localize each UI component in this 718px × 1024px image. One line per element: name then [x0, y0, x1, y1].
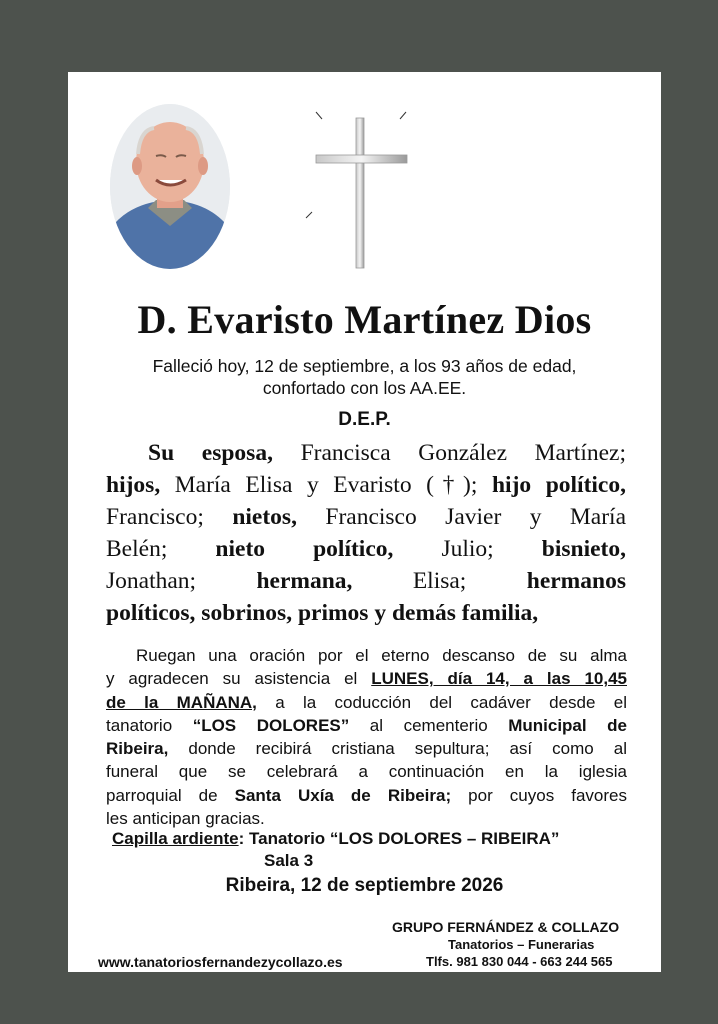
deceased-name: D. Evaristo Martínez Dios — [137, 297, 592, 342]
chapel-value: : Tanatorio “LOS DOLORES – RIBEIRA” — [238, 829, 560, 848]
company-name: GRUPO FERNÁNDEZ & COLLAZO — [392, 919, 620, 935]
announcement-line-1: Falleció hoy, 12 de septiembre, a los 93 años de edad, — [152, 356, 577, 376]
family-line: Jonathan; hermana, Elisa; hermanos — [106, 568, 626, 594]
service-line: parroquial de Santa Uxía de Ribeira; por cuyos favores — [106, 785, 627, 805]
service-line: funeral que se celebrará a continuación en la iglesia — [106, 762, 627, 782]
service-details — [106, 644, 627, 830]
place-date: Ribeira, 12 de septiembre 2026 — [225, 875, 504, 896]
company-subtitle: Tanatorios – Funerarias — [448, 937, 595, 952]
chapel-label: Capilla ardiente — [112, 829, 239, 848]
family-line: Su esposa, Francisca González Martínez; — [148, 440, 626, 466]
family-line: Belén; nieto político, Julio; bisnieto, — [106, 536, 626, 562]
service-line: Ruegan una oración por el eterno descanso de su alma — [136, 646, 627, 665]
service-line: Ribeira, donde recibirá cristiana sepultura; así como al — [106, 739, 627, 759]
service-line: de la MAÑANA, a la coducción del cadáver desde el — [106, 692, 628, 712]
family-line: políticos, sobrinos, primos y demás familia, — [106, 600, 539, 626]
chapel-room: Sala 3 — [264, 851, 314, 870]
obituary-card — [68, 72, 661, 972]
service-line: les anticipan gracias. — [106, 809, 265, 829]
portrait-photo — [110, 104, 230, 269]
death-announcement — [68, 355, 661, 399]
family-list — [106, 437, 626, 629]
family-line: Francisco; nietos, Francisco Javier y María — [106, 504, 626, 530]
service-line: tanatorio “LOS DOLORES” al cementerio Municipal de — [106, 715, 627, 735]
cross-icon — [298, 108, 408, 273]
announcement-line-2: confortado con los AA.EE. — [262, 378, 467, 398]
dep-label: D.E.P. — [338, 409, 391, 430]
website-link[interactable]: www.tanatoriosfernandezycollazo.es — [98, 954, 343, 970]
service-line: y agradecen su asistencia el LUNES, día 14, a las 10,45 — [106, 669, 627, 689]
family-line: hijos, María Elisa y Evaristo (†); hijo político, — [106, 472, 626, 498]
chapel-info — [112, 828, 632, 850]
phone-numbers: Tlfs. 981 830 044 - 663 244 565 — [426, 954, 613, 969]
